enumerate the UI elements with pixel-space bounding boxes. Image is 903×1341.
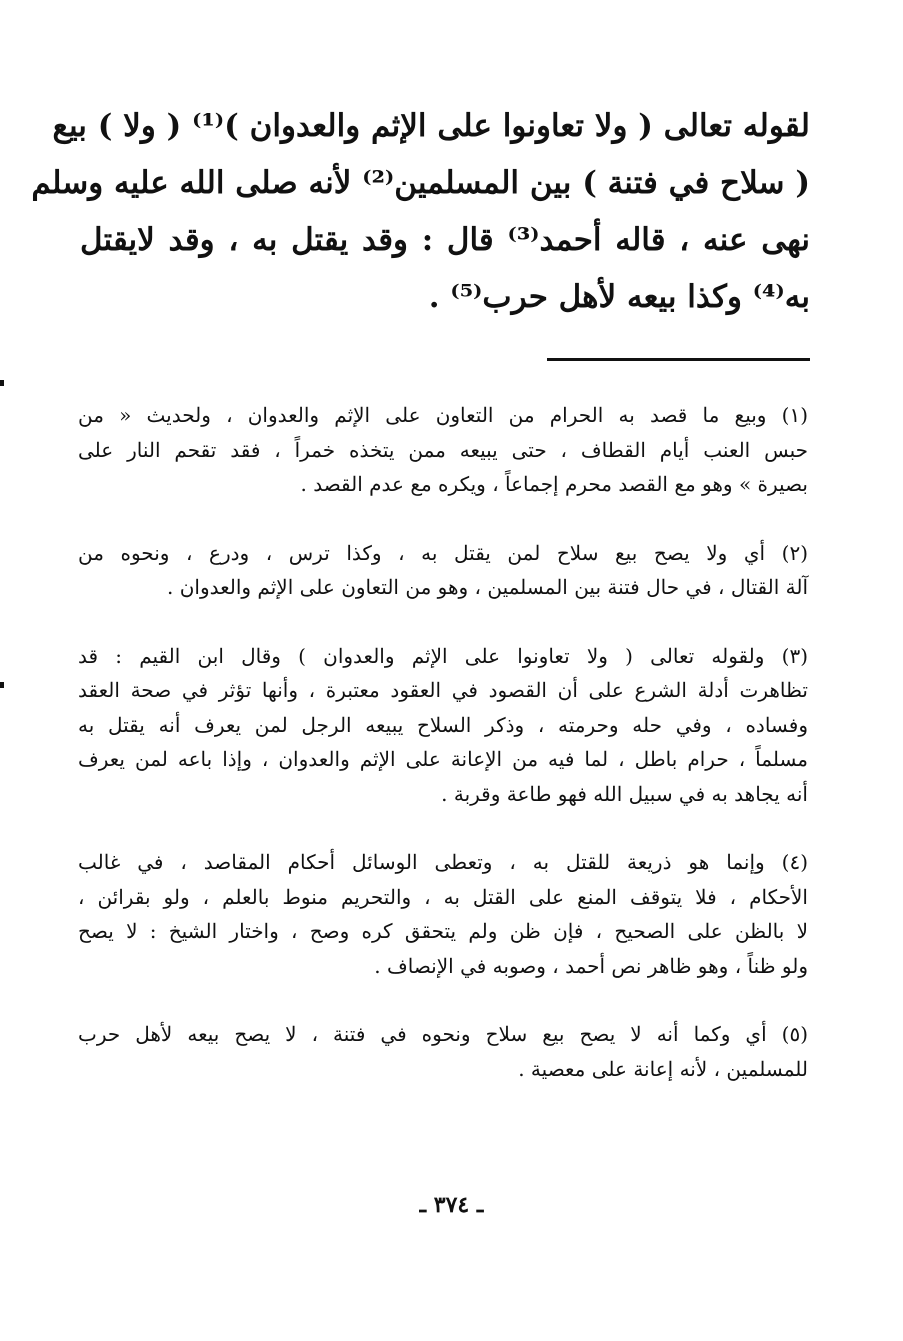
footnote-line: (٥) أي وكما أنه لا يصح بيع سلاح ونحوه في فتنة ، لا يصح بيعه لأهل حرب [78, 1022, 808, 1046]
footnote-3 [78, 639, 808, 812]
main-text-line: ( سلاح في فتنة ) بين المسلمين⁽²⁾ لأنه صلى الله عليه وسلم [31, 165, 810, 201]
footnote-divider [547, 358, 810, 361]
footnote-line: وفساده ، وفي حله وحرمته ، وذكر السلاح يبيعه الرجل لمن يعرف أنه يقتل به [78, 712, 808, 737]
footnote-line: تظاهرت أدلة الشرع على أن القصود في العقود معتبرة ، وأنها تؤثر في صحة العقد [78, 678, 808, 702]
footnote-2 [78, 536, 808, 605]
margin-mark [0, 380, 4, 386]
footnote-line: حبس العنب أيام القطاف ، حتى يبيعه ممن يتخذه خمراً ، فقد تقحم النار على [78, 437, 808, 462]
footnote-line: (٣) ولقوله تعالى ( ولا تعاونوا على الإثم والعدوان ) وقال ابن القيم : قد [78, 643, 808, 668]
footnote-1 [78, 398, 808, 502]
main-text-line: نهى عنه ، قاله أحمد⁽³⁾ قال : وقد يقتل به ، وقد لايقتل [80, 222, 810, 258]
footnote-line: للمسلمين ، لأنه إعانة على معصية . [518, 1056, 808, 1081]
footnote-line: ولو ظناً ، وهو ظاهر نص أحمد ، وصوبه في الإنصاف . [374, 953, 808, 978]
footnote-line: (٤) وإنما هو ذريعة للقتل به ، وتعطى الوسائل أحكام المقاصد ، في غالب [78, 850, 808, 874]
main-text-line: لقوله تعالى ( ولا تعاونوا على الإثم والعدوان )⁽¹⁾ ( ولا ) بيع [52, 108, 810, 144]
footnote-line: (١) وبيع ما قصد به الحرام من التعاون على الإثم والعدوان ، ولحديث « من [78, 403, 808, 427]
footnote-5 [78, 1017, 808, 1086]
main-paragraph [31, 98, 810, 326]
margin-mark [0, 682, 4, 688]
footnote-line: لا بالظن على الصحيح ، فإن ظن ولم يتحقق كره وصح ، واختار الشيخ : لا يصح [78, 919, 808, 943]
footnotes-section [78, 398, 808, 1120]
main-text-line: به⁽⁴⁾ وكذا بيعه لأهل حرب⁽⁵⁾ . [428, 279, 810, 315]
footnote-line: الأحكام ، فلا يتوقف المنع على القتل به ، والتحريم منوط بالعلم ، ولو بقرائن ، [78, 884, 808, 909]
footnote-4 [78, 845, 808, 983]
footnote-line: أنه يجاهد به في سبيل الله فهو طاعة وقربة . [441, 781, 808, 806]
main-text-block [31, 98, 810, 326]
footnote-line: مسلماً ، حرام باطل ، لما فيه من الإعانة على الإثم والعدوان ، وإذا باعه لمن يعرف [78, 747, 808, 771]
page-number: ـ ٣٧٤ ـ [419, 1192, 484, 1218]
footnote-line: (٢) أي ولا يصح بيع سلاح لمن يقتل به ، وكذا ترس ، ودرع ، ونحوه من [78, 540, 808, 565]
footnote-line: بصيرة » وهو مع القصد محرم إجماعاً ، ويكره مع عدم القصد . [300, 472, 808, 496]
footnote-line: آلة القتال ، في حال فتنة بين المسلمين ، وهو من التعاون على الإثم والعدوان . [167, 575, 808, 599]
